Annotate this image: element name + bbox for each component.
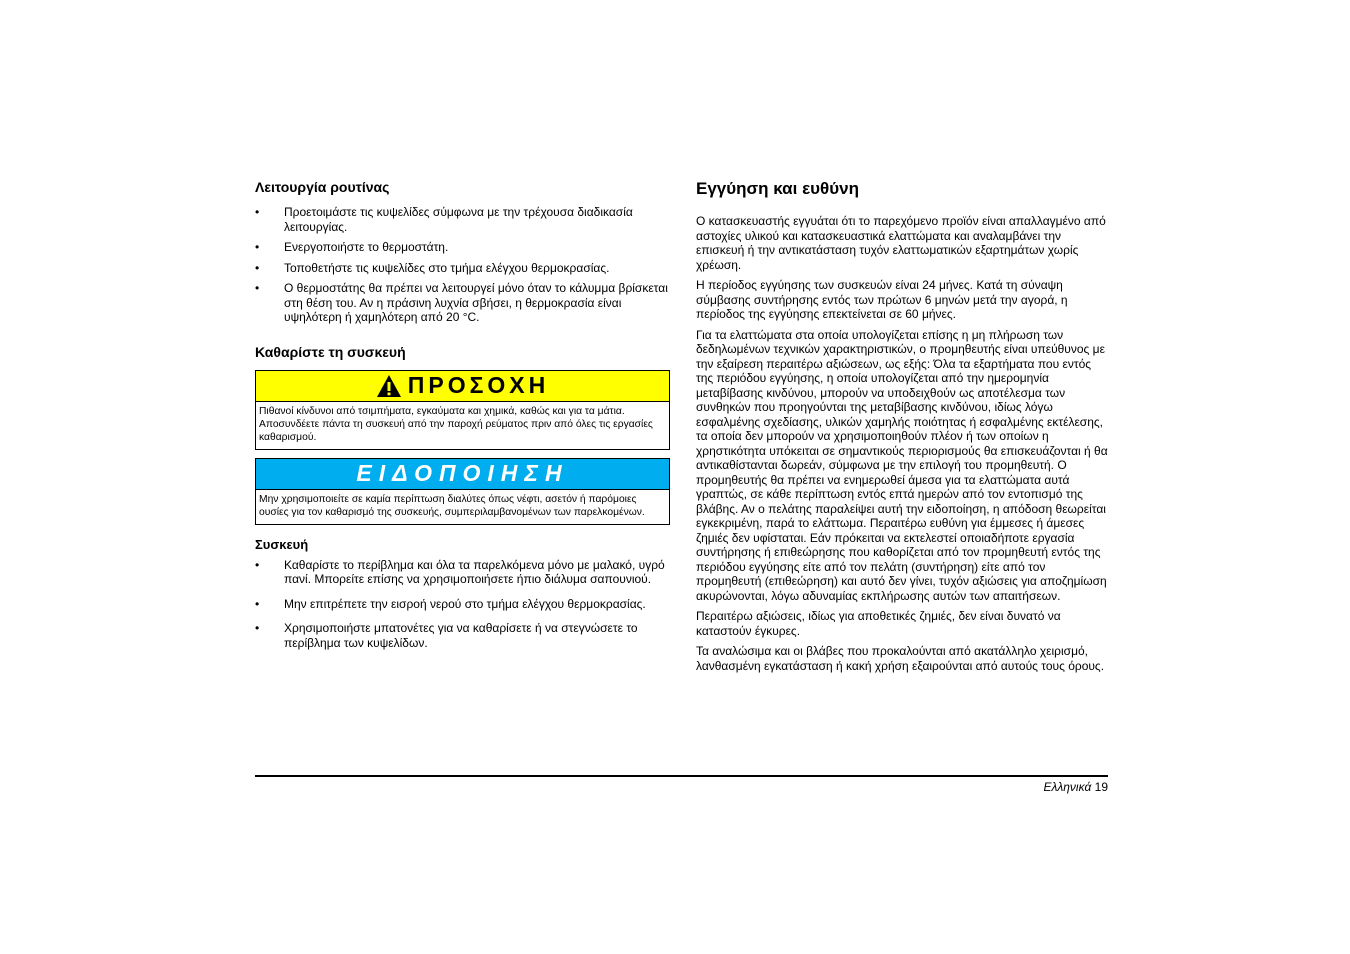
notice-text: Μην χρησιμοποιείτε σε καμία περίπτωση διαλύτες όπως νέφτι, ασετόν ή παρόμοιες ουσίες για τον καθαρισμό της συσκευής, συμπεριλαμβανομένων των παρελκομένων. — [259, 493, 645, 518]
list-item — [255, 261, 670, 276]
caution-box — [255, 370, 670, 450]
caution-label: ΠΡΟΣΟΧΗ — [407, 372, 550, 398]
warranty-paragraph: Η περίοδος εγγύησης των συσκευών είναι 24 μήνες. Κατά τη σύναψη σύμβασης συντήρησης εντός των πρώτων 6 μηνών μετά την αγορά, η περίοδος της εγγύησης επεκτείνεται σε 60 μήνες. — [696, 278, 1068, 321]
list-item-text: Προετοιμάστε τις κυψελίδες σύμφωνα με την τρέχουσα διαδικασία λειτουργίας. — [284, 205, 633, 234]
list-item-text: Καθαρίστε το περίβλημα και όλα τα παρελκόμενα μόνο με μαλακό, υγρό πανί. Μπορείτε επίσης να χρησιμοποιήσετε ήπιο διάλυμα σαπουνιού. — [284, 557, 665, 586]
warranty-heading: Εγγύηση και ευθύνη — [696, 179, 859, 198]
bullet: • — [255, 557, 260, 572]
list-item — [255, 281, 670, 325]
bullet: • — [255, 205, 260, 219]
footer-rule — [255, 775, 1108, 777]
routine-heading: Λειτουργία ρουτίνας — [255, 179, 390, 195]
list-item — [255, 558, 670, 587]
right-column — [696, 178, 1108, 679]
caution-header — [256, 371, 669, 402]
list-item — [255, 597, 670, 612]
bullet: • — [255, 621, 260, 635]
left-column — [255, 178, 670, 656]
bullet: • — [255, 240, 260, 254]
list-item-text: Μην επιτρέπετε την εισροή νερού στο τμήμα ελέγχου θερμοκρασίας. — [284, 596, 646, 611]
list-item-text: Τοποθετήστε τις κυψελίδες στο τμήμα ελέγχου θερμοκρασίας. — [284, 260, 610, 275]
notice-header — [256, 459, 669, 490]
bullet: • — [255, 281, 260, 295]
notice-box — [255, 458, 670, 525]
device-list — [255, 558, 670, 651]
warranty-paragraph: Ο κατασκευαστής εγγυάται ότι το παρεχόμενο προϊόν είναι απαλλαγμένο από αστοχίες υλικού και κατασκευαστικά ελαττώματα και αναλαμβάνει την επισκευή ή την αντικατάσταση τυχόν ελαττωματικών εξαρτημάτων χωρίς χρέωση. — [696, 214, 1106, 272]
notice-label: ΕΙΔΟΠΟΙΗΣΗ — [356, 460, 569, 486]
list-item-text: Ο θερμοστάτης θα πρέπει να λειτουργεί μόνο όταν το κάλυμμα βρίσκεται στη θέση του. Αν η πράσινη λυχνία σβήσει, η θερμοκρασία είναι υψηλότερη ή χαμηλότερη από 20 °C. — [284, 281, 668, 324]
warranty-paragraph: Περαιτέρω αξιώσεις, ιδίως για αποθετικές ζημιές, δεν είναι δυνατό να καταστούν έγκυρες. — [696, 609, 1061, 638]
caution-text: Πιθανοί κίνδυνοι από τσιμπήματα, εγκαύματα και χημικά, καθώς και για τα μάτια. Αποσυνδέετε πάντα τη συσκευή από την παροχή ρεύματος πριν από όλες τις εργασίες καθαρισμού. — [259, 405, 653, 443]
list-item — [255, 240, 670, 255]
list-item-text: Ενεργοποιήστε το θερμοστάτη. — [284, 240, 449, 254]
warranty-paragraph: Για τα ελαττώματα στα οποία υπολογίζεται επίσης η μη πλήρωση των δεδηλωμένων τεχνικών χαρακτηριστικών, ο προμηθευτής είναι υπεύθυνος με την εξαίρεση περαιτέρω αξιώσεων, ως εξής: Όλα τα εξαρτήματα που εντός της περιόδου εγγύησης, η οποία υπολογίζεται από την ημερομηνία μεταβίβασης κινδύνου, μπορούν να υποδειχθούν ως αποτέλεσμα των συνθηκών που προηγούνται της μεταβίβασης κινδύνου, ιδίως λόγω εσφαλμένης σχεδίασης, υλικών χαμηλής ποιότητας ή εσφαλμένης εκτέλεσης, τα οποία δεν μπορούν να χρησιμοποιηθούν πλέον ή των οποίων η χρηστικότητα υπόκειται σε σημαντικούς περιορισμούς θα επισκευάζονται ή θα αντικαθίστανται δωρεάν, σύμφωνα με την επιλογή του προμηθευτή. Ο προμηθευτής θα πρέπει να ενημερωθεί άμεσα για τα ελαττώματα αυτά γραπτώς, σε κάθε περίπτωση εντός επτά ημερών από τον εντοπισμό της βλάβης. Αν ο πελάτης παραλείψει αυτή την ειδοποίηση, η απόδοση θεωρείται εγκεκριμένη, παρά το ελάττωμα. Περαιτέρω ευθύνη για έμμεσες ή άμεσες ζημιές δεν υφίσταται. Εάν πρόκειται να εκτελεστεί οποιαδήποτε εργασία συντήρησης ή επιθεώρησης που καθορίζεται από τον προμηθευτή εντός της περιόδου εγγύησης είτε από τον πελάτη (συντήρηση) είτε από τον προμηθευτή (επιθεώρηση) και αυτό δεν γίνει, τυχόν αξιώσεις για αποζημίωση ακυρώνονται, λόγω αδυναμίας εκπλήρωσης αυτών των απαιτήσεων. — [696, 327, 1108, 603]
list-item — [255, 205, 670, 234]
footer-language: Ελληνικά — [1043, 780, 1092, 794]
clean-heading: Καθαρίστε τη συσκευή — [255, 343, 406, 360]
routine-list — [255, 205, 670, 325]
page-number: 19 — [1094, 780, 1108, 794]
list-item — [255, 621, 670, 650]
page-footer — [1043, 780, 1108, 794]
list-item-text: Χρησιμοποιήστε μπατονέτες για να καθαρίσετε ή να στεγνώσετε το περίβλημα των κυψελίδων. — [284, 621, 638, 650]
device-heading: Συσκευή — [255, 536, 309, 552]
warning-triangle-icon — [376, 374, 402, 398]
bullet: • — [255, 596, 260, 611]
warranty-paragraph: Τα αναλώσιμα και οι βλάβες που προκαλούνται από ακατάλληλο χειρισμό, λανθασμένη εγκατάσταση ή κακή χρήση εξαιρούνται από αυτούς τους όρους. — [696, 644, 1105, 673]
bullet: • — [255, 260, 260, 275]
